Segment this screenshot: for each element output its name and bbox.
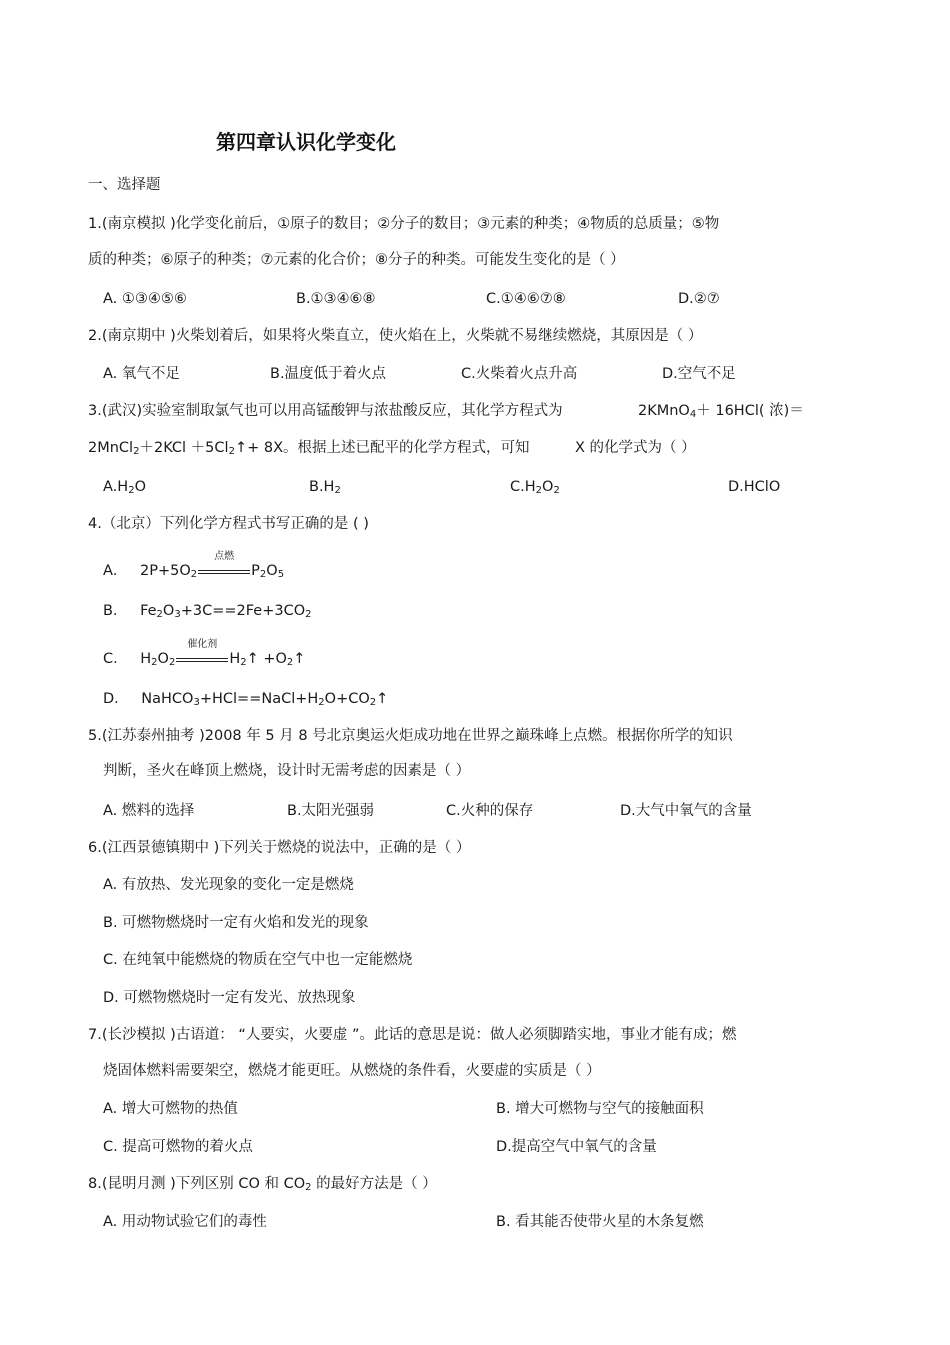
q1-line1: 1.(南京模拟 )化学变化前后，①原子的数目；②分子的数目；③元素的种类；④物质的总质量；⑤物: [88, 216, 720, 232]
q7-option-c: C. 提高可燃物的着火点: [103, 1139, 253, 1155]
q3-equation-left: 2KMnO$_4$＋ 16HCl( 浓)＝: [638, 403, 804, 420]
q1-line2: 质的种类；⑥原子的种类；⑦元素的化合价；⑧分子的种类。可能发生变化的是（ ）: [88, 252, 625, 268]
q4-line1: 4.（北京）下列化学方程式书写正确的是 ( ): [88, 516, 369, 532]
q5-option-c: C.火种的保存: [446, 803, 534, 819]
q4-option-c: C． $H_2O_2$ 催化剂 $H_2↑$ $+O_2↑$: [103, 639, 306, 668]
q4-option-a: A． $2P+5O_2$ 点燃 $P_2O_5$: [103, 551, 285, 580]
q3-option-c: $C.H_2O_2$: [510, 479, 560, 496]
q6-option-b: B. 可燃物燃烧时一定有火焰和发光的现象: [103, 915, 369, 931]
q6-option-a: A. 有放热、发光现象的变化一定是燃烧: [103, 877, 354, 893]
q5-line1: 5.(江苏泰州抽考 )2008 年 5 月 8 号北京奥运火炬成功地在世界之巅珠峰上点燃。根据你所学的知识: [88, 728, 733, 744]
q3-line2: 2MnCl$_2$＋2KCl $+5Cl_2↑+ 8X$。根据上述已配平的化学方程式，可知: [88, 440, 530, 457]
q6-option-d: D. 可燃物燃烧时一定有发光、放热现象: [103, 990, 356, 1006]
q2-option-a: A. 氧气不足: [103, 366, 180, 382]
q2-option-d: D.空气不足: [662, 366, 736, 382]
q7-option-d: D.提高空气中氧气的含量: [496, 1139, 657, 1155]
q6-option-c: C. 在纯氧中能燃烧的物质在空气中也一定能燃烧: [103, 952, 413, 968]
q7-line1: 7.(长沙模拟 )古语道： “人要实，火要虚 ”。此话的意思是说：做人必须脚踏实地，事业才能有成；燃: [88, 1027, 737, 1043]
q3-line2-tail: X 的化学式为（ ）: [575, 440, 696, 456]
q4-option-b: B． $Fe_2O_3+3C==2Fe+3CO_2$: [103, 603, 312, 620]
q5-line2: 判断，圣火在峰顶上燃烧，设计时无需考虑的因素是（ ）: [103, 763, 471, 779]
q1-option-c: C.①④⑥⑦⑧: [486, 291, 566, 307]
q3-option-a: $A.H_2O$: [103, 479, 146, 496]
q2-option-c: C.火柴着火点升高: [461, 366, 578, 382]
reaction-condition-arrow: 催化剂: [176, 649, 228, 669]
q6-line1: 6.(江西景德镇期中 )下列关于燃烧的说法中，正确的是（ ）: [88, 840, 471, 856]
q1-option-b: B.①③④⑥⑧: [296, 291, 376, 307]
q3-option-d: D.HClO: [728, 479, 781, 495]
q5-option-d: D.大气中氧气的含量: [620, 803, 752, 819]
q3-option-b: $B.H_2$: [309, 479, 341, 496]
q7-option-a: A. 增大可燃物的热值: [103, 1101, 238, 1117]
page-title: 第四章认识化学变化: [216, 130, 396, 154]
q5-option-b: B.太阳光强弱: [287, 803, 375, 819]
q4-option-d: D． $NaHCO_3+HCl==NaCl+H_2O+CO_2↑$: [103, 691, 389, 708]
q8-option-b: B. 看其能否使带火星的木条复燃: [496, 1214, 704, 1230]
q8-line1: 8.(昆明月测 )下列区别 CO 和 $CO_2$ 的最好方法是（ ）: [88, 1176, 437, 1193]
q3-line1: 3.(武汉)实验室制取氯气也可以用高锰酸钾与浓盐酸反应，其化学方程式为: [88, 403, 563, 419]
q2-line1: 2.(南京期中 )火柴划着后，如果将火柴直立，使火焰在上，火柴就不易继续燃烧，其原因是（ ）: [88, 328, 703, 344]
q5-option-a: A. 燃料的选择: [103, 803, 195, 819]
q8-option-a: A. 用动物试验它们的毒性: [103, 1214, 267, 1230]
q7-option-b: B. 增大可燃物与空气的接触面积: [496, 1101, 704, 1117]
q7-line2: 烧固体燃料需要架空，燃烧才能更旺。从燃烧的条件看，火要虚的实质是（ ）: [103, 1063, 601, 1079]
q1-option-a: A. ①③④⑤⑥: [103, 291, 187, 307]
q1-option-d: D.②⑦: [678, 291, 720, 307]
reaction-condition-arrow: 点燃: [198, 561, 250, 581]
section-heading: 一、选择题: [88, 177, 161, 193]
q2-option-b: B.温度低于着火点: [270, 366, 387, 382]
